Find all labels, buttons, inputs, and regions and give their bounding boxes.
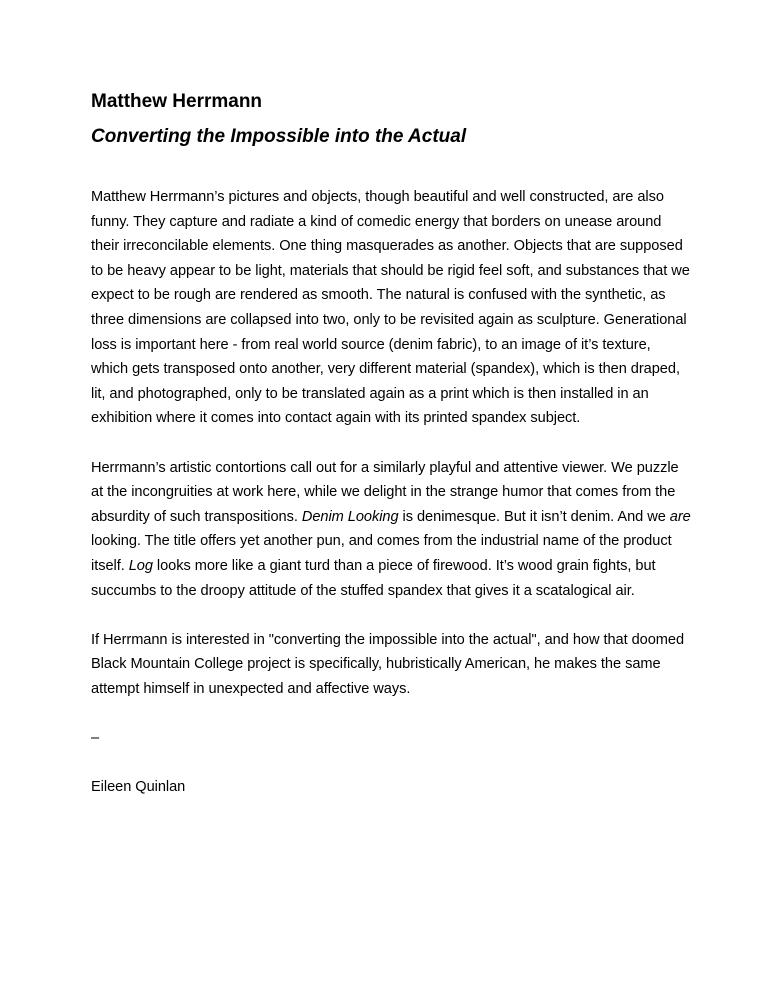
artwork-title-log: Log	[128, 557, 153, 574]
emphasis-are: are	[669, 508, 691, 525]
paragraph-2-text-a: Herrmann’s artistic contortions call out for a similarly playful and attentive viewer. We puzzle at the incongruities at work here, while we delight in the strange humor that comes from the absurdity of such transpositions.	[91, 459, 679, 525]
essay-page	[91, 88, 691, 800]
paragraph-1: Matthew Herrmann’s pictures and objects, though beautiful and well constructed, are also funny. They capture and radiate a kind of comedic energy that borders on unease around their irreconcilable elements. One thing masquerades as another. Objects that are supposed to be heavy appear to be light, materials that should be rigid feel soft, and substances that we expect to be rough are rendered as smooth. The natural is confused with the synthetic, as three dimensions are collapsed into two, only to be revisited again as sculpture. Generational loss is important here - from real world source (denim fabric), to an image of it’s texture, which gets transposed onto another, very different material (spandex), which is then draped, lit, and photographed, only to be translated again as a print which is then installed in an exhibition where it comes into contact again with its printed spandex subject.	[91, 189, 690, 427]
essay-title: Converting the Impossible into the Actual	[91, 126, 467, 147]
author-signature: Eileen Quinlan	[91, 779, 186, 796]
paragraph-2	[91, 456, 691, 604]
artwork-title-denim-looking: Denim Looking	[301, 508, 399, 525]
paragraph-2-text-g: looks more like a giant turd than a piece of firewood. It’s wood grain fights, but succumbs to the droopy attitude of the stuffed spandex that gives it a scatalogical air.	[91, 557, 656, 599]
paragraph-3: If Herrmann is interested in "converting the impossible into the actual", and how that doomed Black Mountain College project is specifically, hubristically American, he makes the same attempt himself in unexpected and affective ways.	[91, 631, 685, 697]
separator-dash: –	[91, 730, 100, 747]
paragraph-2-text-c: is denimesque. But it isn’t denim. And we	[398, 508, 670, 525]
author-heading: Matthew Herrmann	[91, 91, 263, 112]
paragraph-2-text-e: looking. The title offers yet another pun, and comes from the industrial name of the product itself.	[91, 533, 672, 574]
